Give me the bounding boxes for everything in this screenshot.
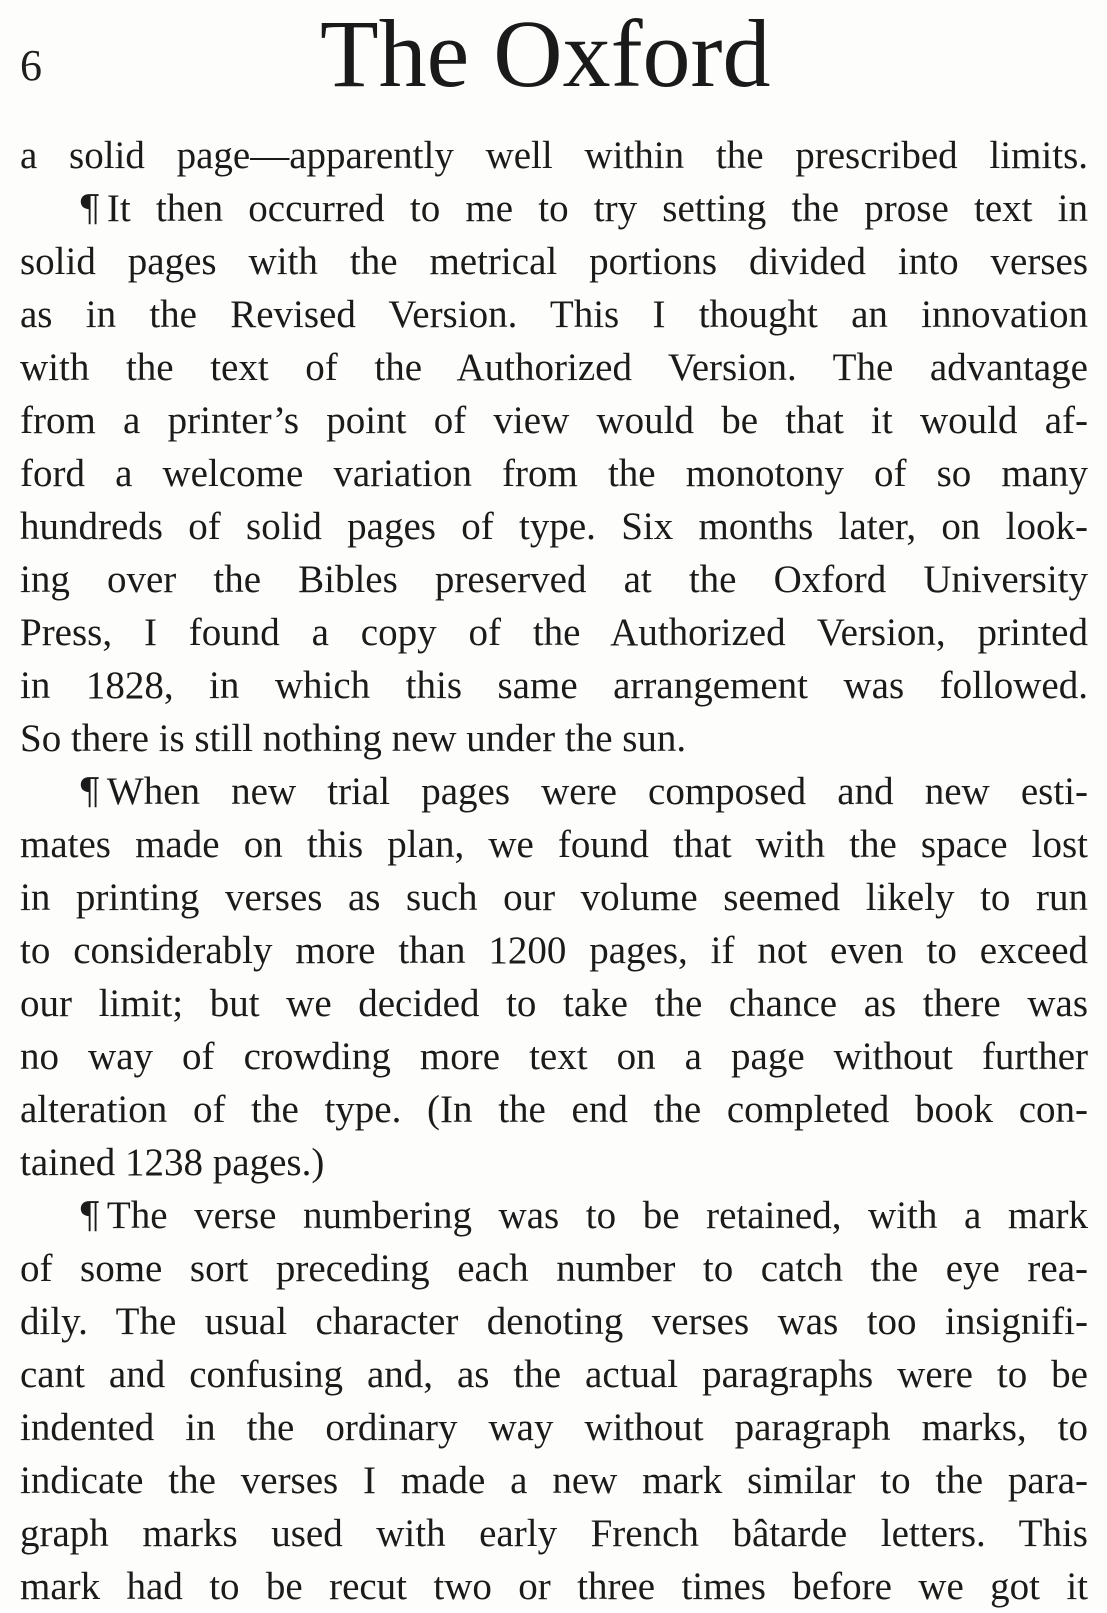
text-line-content: indented in the ordinary way without paragraph marks, to [20, 1406, 1088, 1449]
text-line-content: to considerably more than 1200 pages, if not even to exceed [20, 929, 1088, 972]
text-line-content: ing over the Bibles preserved at the Oxford University [20, 558, 1088, 601]
text-line-content: mark had to be recut two or three times before we got it [20, 1565, 1088, 1608]
text-line [20, 394, 1088, 447]
text-line [20, 447, 1088, 500]
text-line-content: of some sort preceding each number to catch the eye rea- [20, 1247, 1088, 1290]
text-line [20, 1295, 1088, 1348]
text-line-content: with the text of the Authorized Version. The advantage [20, 346, 1088, 389]
text-line-content: solid pages with the metrical portions divided into verses [20, 240, 1088, 283]
text-line [20, 1030, 1088, 1083]
text-line [20, 288, 1088, 341]
body-text [20, 129, 1088, 1613]
page-header [0, 0, 1107, 130]
text-line [20, 1242, 1088, 1295]
text-line [20, 500, 1088, 553]
text-line-content: ford a welcome variation from the monotony of so many [20, 452, 1088, 495]
text-line-content: cant and confusing and, as the actual paragraphs were to be [20, 1353, 1088, 1396]
text-line-content: from a printer’s point of view would be that it would af- [20, 399, 1088, 442]
text-line [20, 235, 1088, 288]
text-line-content: So there is still nothing new under the sun. [20, 717, 687, 760]
text-line-content: graph marks used with early French bâtarde letters. This [20, 1512, 1088, 1555]
text-line [20, 553, 1088, 606]
text-line-content: in printing verses as such our volume seemed likely to run [20, 876, 1088, 919]
text-line-content: mates made on this plan, we found that with the space lost [20, 823, 1088, 866]
text-line [20, 1348, 1088, 1401]
text-line [20, 1083, 1088, 1136]
text-line-content: as in the Revised Version. This I thought an innovation [20, 293, 1088, 336]
verse-mark-icon: ¶ [78, 189, 101, 230]
running-title: The Oxford [320, 0, 771, 107]
text-line [20, 924, 1088, 977]
text-line-content: alteration of the type. (In the end the completed book con- [20, 1088, 1088, 1131]
text-line-content: our limit; but we decided to take the chance as there was [20, 982, 1088, 1025]
text-line [20, 1560, 1088, 1613]
text-line-content: no way of crowding more text on a page without further [20, 1035, 1088, 1078]
text-line [20, 1136, 1088, 1189]
text-line-content: dily. The usual character denoting verses was too insignifi- [20, 1300, 1088, 1343]
text-line-content: tained 1238 pages.) [20, 1141, 325, 1184]
text-line [20, 818, 1088, 871]
text-line [20, 712, 1088, 765]
text-line [20, 1401, 1088, 1454]
text-line-content: When new trial pages were composed and new esti- [106, 770, 1088, 813]
text-line-content: indicate the verses I made a new mark similar to the para- [20, 1459, 1088, 1502]
text-line [20, 1507, 1088, 1560]
text-line [20, 659, 1088, 712]
text-line [20, 341, 1088, 394]
text-line [20, 977, 1088, 1030]
text-line-content: It then occurred to me to try setting the prose text in [106, 187, 1088, 230]
text-line-content: Press, I found a copy of the Authorized Version, printed [20, 611, 1088, 654]
text-line-content: in 1828, in which this same arrangement was followed. [20, 664, 1088, 707]
text-line-content: hundreds of solid pages of type. Six months later, on look- [20, 505, 1088, 548]
text-line [20, 606, 1088, 659]
verse-mark-icon: ¶ [78, 1196, 101, 1237]
text-line [20, 129, 1088, 182]
text-line-content: The verse numbering was to be retained, with a mark [106, 1194, 1088, 1237]
page-number: 6 [20, 41, 42, 90]
text-line [20, 1189, 1088, 1242]
text-line [20, 1454, 1088, 1507]
verse-mark-icon: ¶ [78, 772, 101, 813]
text-line-content: a solid page—apparently well within the prescribed limits. [20, 134, 1088, 177]
text-line [20, 182, 1088, 235]
text-line [20, 765, 1088, 818]
text-line [20, 871, 1088, 924]
